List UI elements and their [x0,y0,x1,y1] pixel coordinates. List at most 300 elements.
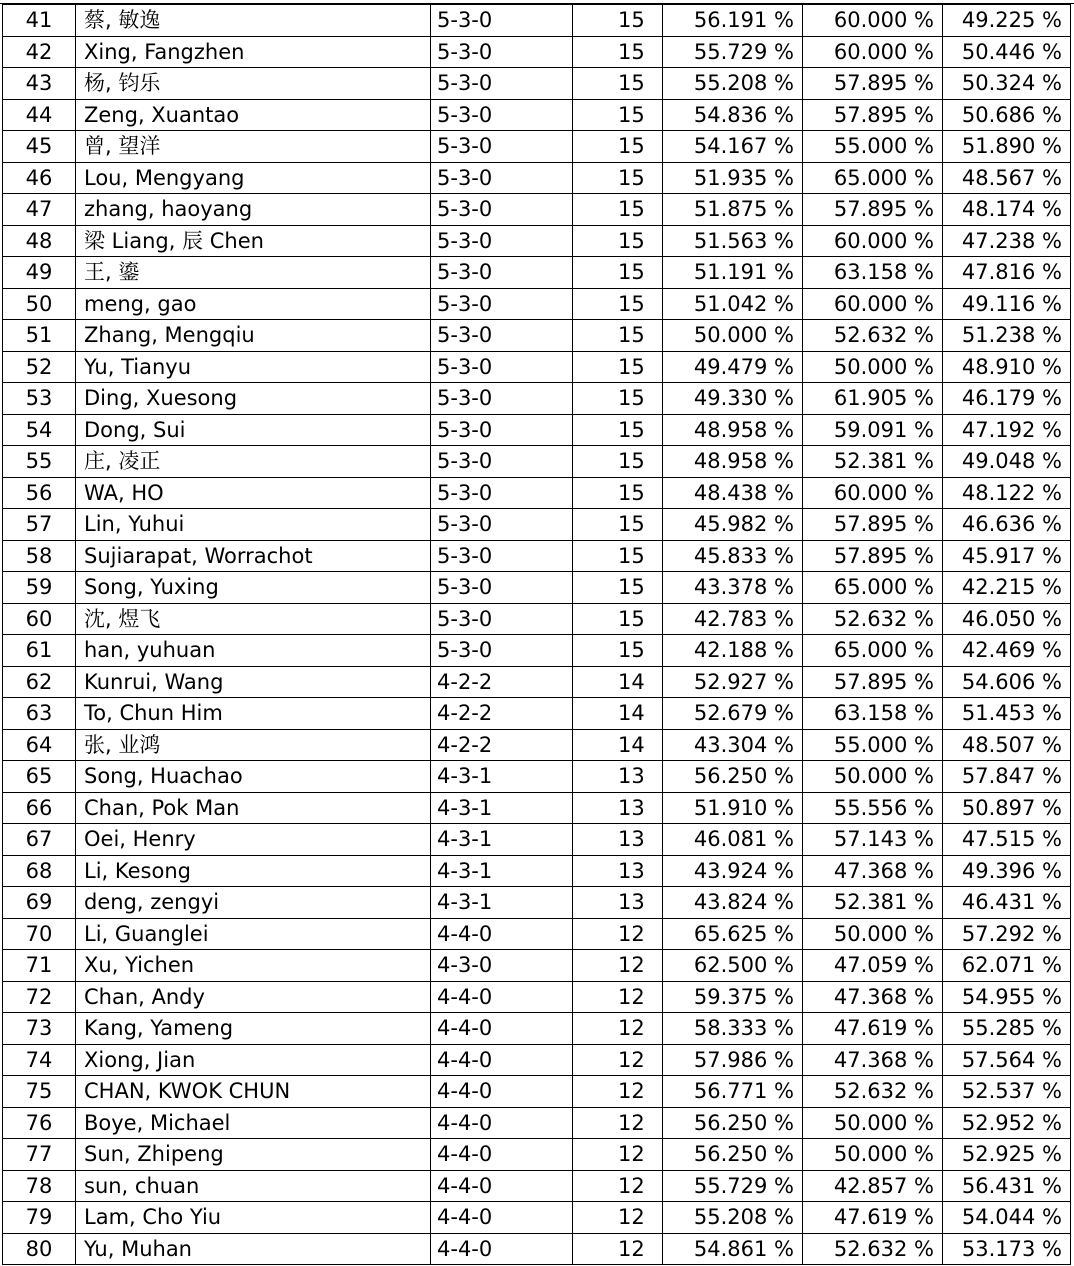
percentage-3-cell: 52.952 % [943,1107,1071,1139]
points-cell: 13 [573,792,663,824]
percentage-2-cell: 57.895 % [803,666,943,698]
table-row [3,1202,1071,1234]
player-name-cell: Xing, Fangzhen [76,36,431,68]
percentage-1-cell: 49.479 % [663,351,803,383]
percentage-3-cell: 48.507 % [943,729,1071,761]
player-name-cell: 王, 鎏 [76,257,431,289]
rank-cell: 44 [3,99,76,131]
percentage-2-cell: 63.158 % [803,257,943,289]
percentage-1-cell: 52.679 % [663,698,803,730]
record-cell: 4-4-0 [431,1044,573,1076]
record-cell: 5-3-0 [431,36,573,68]
table-row [3,824,1071,856]
rank-cell: 71 [3,950,76,982]
percentage-3-cell: 50.446 % [943,36,1071,68]
record-cell: 4-2-2 [431,698,573,730]
rank-cell: 47 [3,194,76,226]
player-name-cell: 杨, 钧乐 [76,68,431,100]
percentage-2-cell: 57.895 % [803,540,943,572]
player-name-cell: Chan, Andy [76,981,431,1013]
table-row [3,666,1071,698]
rank-cell: 72 [3,981,76,1013]
record-cell: 4-4-0 [431,1202,573,1234]
rank-cell: 41 [3,5,76,37]
rank-cell: 65 [3,761,76,793]
record-cell: 5-3-0 [431,288,573,320]
percentage-2-cell: 55.000 % [803,729,943,761]
rank-cell: 80 [3,1233,76,1265]
player-name-cell: Zhang, Mengqiu [76,320,431,352]
rank-cell: 66 [3,792,76,824]
percentage-3-cell: 51.890 % [943,131,1071,163]
percentage-2-cell: 63.158 % [803,698,943,730]
percentage-2-cell: 47.059 % [803,950,943,982]
table-row [3,918,1071,950]
percentage-2-cell: 50.000 % [803,1139,943,1171]
percentage-3-cell: 56.431 % [943,1170,1071,1202]
percentage-2-cell: 60.000 % [803,288,943,320]
percentage-2-cell: 50.000 % [803,918,943,950]
percentage-2-cell: 52.632 % [803,320,943,352]
percentage-3-cell: 52.925 % [943,1139,1071,1171]
record-cell: 4-2-2 [431,666,573,698]
rank-cell: 77 [3,1139,76,1171]
record-cell: 5-3-0 [431,131,573,163]
rank-cell: 76 [3,1107,76,1139]
points-cell: 15 [573,131,663,163]
table-row [3,1139,1071,1171]
percentage-3-cell: 55.285 % [943,1013,1071,1045]
percentage-3-cell: 49.396 % [943,855,1071,887]
table-row [3,1107,1071,1139]
player-name-cell: sun, chuan [76,1170,431,1202]
player-name-cell: 蔡, 敏逸 [76,5,431,37]
record-cell: 4-3-1 [431,792,573,824]
percentage-2-cell: 65.000 % [803,572,943,604]
record-cell: 5-3-0 [431,540,573,572]
points-cell: 15 [573,351,663,383]
percentage-2-cell: 59.091 % [803,414,943,446]
record-cell: 4-4-0 [431,1233,573,1265]
percentage-1-cell: 45.982 % [663,509,803,541]
points-cell: 13 [573,761,663,793]
points-cell: 14 [573,729,663,761]
record-cell: 4-4-0 [431,1170,573,1202]
percentage-1-cell: 56.771 % [663,1076,803,1108]
player-name-cell: Sujiarapat, Worrachot [76,540,431,572]
percentage-1-cell: 51.042 % [663,288,803,320]
percentage-1-cell: 43.924 % [663,855,803,887]
points-cell: 15 [573,68,663,100]
table-row [3,320,1071,352]
table-row [3,729,1071,761]
player-name-cell: Li, Guanglei [76,918,431,950]
player-name-cell: meng, gao [76,288,431,320]
points-cell: 15 [573,225,663,257]
percentage-3-cell: 54.606 % [943,666,1071,698]
player-name-cell: To, Chun Him [76,698,431,730]
rank-cell: 50 [3,288,76,320]
points-cell: 15 [573,477,663,509]
player-name-cell: Chan, Pok Man [76,792,431,824]
percentage-3-cell: 46.431 % [943,887,1071,919]
record-cell: 4-3-1 [431,761,573,793]
table-row [3,99,1071,131]
record-cell: 5-3-0 [431,383,573,415]
table-row [3,5,1071,37]
percentage-2-cell: 60.000 % [803,5,943,37]
points-cell: 15 [573,288,663,320]
table-row [3,477,1071,509]
table-row [3,351,1071,383]
points-cell: 15 [573,257,663,289]
record-cell: 5-3-0 [431,414,573,446]
percentage-2-cell: 65.000 % [803,162,943,194]
record-cell: 4-4-0 [431,1076,573,1108]
percentage-2-cell: 57.895 % [803,509,943,541]
percentage-3-cell: 42.469 % [943,635,1071,667]
percentage-3-cell: 54.955 % [943,981,1071,1013]
percentage-1-cell: 51.191 % [663,257,803,289]
percentage-3-cell: 47.238 % [943,225,1071,257]
record-cell: 5-3-0 [431,5,573,37]
record-cell: 5-3-0 [431,635,573,667]
record-cell: 4-4-0 [431,1013,573,1045]
player-name-cell: 曾, 望洋 [76,131,431,163]
percentage-1-cell: 45.833 % [663,540,803,572]
rank-cell: 69 [3,887,76,919]
table-row [3,981,1071,1013]
percentage-1-cell: 49.330 % [663,383,803,415]
percentage-2-cell: 52.381 % [803,887,943,919]
points-cell: 13 [573,887,663,919]
percentage-2-cell: 50.000 % [803,351,943,383]
player-name-cell: zhang, haoyang [76,194,431,226]
percentage-2-cell: 52.632 % [803,1233,943,1265]
percentage-3-cell: 47.192 % [943,414,1071,446]
player-name-cell: Lin, Yuhui [76,509,431,541]
player-name-cell: Xu, Yichen [76,950,431,982]
percentage-1-cell: 54.167 % [663,131,803,163]
record-cell: 5-3-0 [431,162,573,194]
record-cell: 4-3-1 [431,855,573,887]
table-row [3,1233,1071,1265]
player-name-cell: 梁 Liang, 辰 Chen [76,225,431,257]
table-row [3,194,1071,226]
table-row [3,603,1071,635]
points-cell: 15 [573,572,663,604]
player-name-cell: 张, 业鸿 [76,729,431,761]
player-name-cell: deng, zengyi [76,887,431,919]
percentage-3-cell: 57.564 % [943,1044,1071,1076]
standings-rows [3,5,1071,1265]
percentage-3-cell: 46.636 % [943,509,1071,541]
percentage-2-cell: 61.905 % [803,383,943,415]
percentage-1-cell: 43.378 % [663,572,803,604]
percentage-1-cell: 55.208 % [663,1202,803,1234]
percentage-3-cell: 42.215 % [943,572,1071,604]
percentage-1-cell: 42.783 % [663,603,803,635]
percentage-1-cell: 57.986 % [663,1044,803,1076]
points-cell: 12 [573,950,663,982]
percentage-3-cell: 47.816 % [943,257,1071,289]
percentage-3-cell: 50.324 % [943,68,1071,100]
record-cell: 5-3-0 [431,477,573,509]
rank-cell: 68 [3,855,76,887]
record-cell: 4-4-0 [431,1139,573,1171]
table-row [3,792,1071,824]
percentage-1-cell: 55.729 % [663,1170,803,1202]
points-cell: 15 [573,162,663,194]
record-cell: 4-3-0 [431,950,573,982]
player-name-cell: Li, Kesong [76,855,431,887]
percentage-1-cell: 65.625 % [663,918,803,950]
percentage-1-cell: 46.081 % [663,824,803,856]
rank-cell: 45 [3,131,76,163]
record-cell: 5-3-0 [431,572,573,604]
record-cell: 5-3-0 [431,194,573,226]
rank-cell: 42 [3,36,76,68]
record-cell: 4-4-0 [431,918,573,950]
rank-cell: 49 [3,257,76,289]
player-name-cell: Lou, Mengyang [76,162,431,194]
percentage-2-cell: 65.000 % [803,635,943,667]
rank-cell: 48 [3,225,76,257]
percentage-2-cell: 57.895 % [803,194,943,226]
rank-cell: 55 [3,446,76,478]
standings-table [2,4,1071,1265]
percentage-2-cell: 47.368 % [803,855,943,887]
percentage-2-cell: 47.368 % [803,1044,943,1076]
player-name-cell: Sun, Zhipeng [76,1139,431,1171]
percentage-2-cell: 60.000 % [803,225,943,257]
percentage-2-cell: 47.368 % [803,981,943,1013]
percentage-2-cell: 60.000 % [803,36,943,68]
points-cell: 12 [573,1107,663,1139]
rank-cell: 79 [3,1202,76,1234]
percentage-2-cell: 57.143 % [803,824,943,856]
points-cell: 12 [573,1233,663,1265]
player-name-cell: WA, HO [76,477,431,509]
table-row [3,383,1071,415]
record-cell: 4-4-0 [431,1107,573,1139]
table-row [3,131,1071,163]
player-name-cell: Song, Huachao [76,761,431,793]
percentage-3-cell: 48.122 % [943,477,1071,509]
player-name-cell: Boye, Michael [76,1107,431,1139]
percentage-3-cell: 46.179 % [943,383,1071,415]
rank-cell: 61 [3,635,76,667]
points-cell: 13 [573,824,663,856]
percentage-2-cell: 57.895 % [803,68,943,100]
percentage-1-cell: 52.927 % [663,666,803,698]
player-name-cell: han, yuhuan [76,635,431,667]
percentage-1-cell: 48.438 % [663,477,803,509]
percentage-1-cell: 48.958 % [663,414,803,446]
rank-cell: 67 [3,824,76,856]
rank-cell: 56 [3,477,76,509]
percentage-2-cell: 47.619 % [803,1202,943,1234]
table-row [3,68,1071,100]
percentage-2-cell: 55.000 % [803,131,943,163]
rank-cell: 74 [3,1044,76,1076]
record-cell: 4-4-0 [431,981,573,1013]
table-row [3,225,1071,257]
percentage-1-cell: 56.250 % [663,1139,803,1171]
percentage-3-cell: 48.910 % [943,351,1071,383]
rank-cell: 73 [3,1013,76,1045]
player-name-cell: Xiong, Jian [76,1044,431,1076]
percentage-2-cell: 42.857 % [803,1170,943,1202]
table-row [3,1076,1071,1108]
record-cell: 5-3-0 [431,446,573,478]
percentage-1-cell: 54.861 % [663,1233,803,1265]
percentage-3-cell: 50.686 % [943,99,1071,131]
table-row [3,950,1071,982]
percentage-2-cell: 50.000 % [803,1107,943,1139]
record-cell: 5-3-0 [431,509,573,541]
player-name-cell: Yu, Tianyu [76,351,431,383]
percentage-1-cell: 43.824 % [663,887,803,919]
percentage-3-cell: 45.917 % [943,540,1071,572]
rank-cell: 78 [3,1170,76,1202]
player-name-cell: 庄, 凌正 [76,446,431,478]
table-row [3,509,1071,541]
points-cell: 15 [573,36,663,68]
table-row [3,887,1071,919]
points-cell: 14 [573,698,663,730]
player-name-cell: Oei, Henry [76,824,431,856]
table-row [3,698,1071,730]
points-cell: 12 [573,918,663,950]
percentage-3-cell: 50.897 % [943,792,1071,824]
table-row [3,257,1071,289]
table-row [3,36,1071,68]
percentage-3-cell: 57.292 % [943,918,1071,950]
percentage-1-cell: 50.000 % [663,320,803,352]
percentage-2-cell: 60.000 % [803,477,943,509]
player-name-cell: 沈, 煜飞 [76,603,431,635]
record-cell: 5-3-0 [431,257,573,289]
percentage-2-cell: 50.000 % [803,761,943,793]
percentage-3-cell: 62.071 % [943,950,1071,982]
rank-cell: 70 [3,918,76,950]
points-cell: 12 [573,981,663,1013]
table-row [3,635,1071,667]
record-cell: 5-3-0 [431,99,573,131]
rank-cell: 60 [3,603,76,635]
points-cell: 15 [573,5,663,37]
rank-cell: 63 [3,698,76,730]
record-cell: 5-3-0 [431,351,573,383]
points-cell: 12 [573,1139,663,1171]
percentage-1-cell: 58.333 % [663,1013,803,1045]
percentage-3-cell: 48.174 % [943,194,1071,226]
points-cell: 15 [573,414,663,446]
percentage-1-cell: 56.250 % [663,1107,803,1139]
points-cell: 15 [573,509,663,541]
percentage-3-cell: 49.225 % [943,5,1071,37]
percentage-3-cell: 48.567 % [943,162,1071,194]
percentage-1-cell: 51.910 % [663,792,803,824]
percentage-1-cell: 59.375 % [663,981,803,1013]
percentage-3-cell: 47.515 % [943,824,1071,856]
rank-cell: 51 [3,320,76,352]
player-name-cell: Kunrui, Wang [76,666,431,698]
record-cell: 5-3-0 [431,68,573,100]
percentage-3-cell: 52.537 % [943,1076,1071,1108]
percentage-1-cell: 56.250 % [663,761,803,793]
record-cell: 4-3-1 [431,824,573,856]
player-name-cell: Ding, Xuesong [76,383,431,415]
points-cell: 15 [573,383,663,415]
table-row [3,414,1071,446]
rank-cell: 52 [3,351,76,383]
player-name-cell: Song, Yuxing [76,572,431,604]
points-cell: 15 [573,194,663,226]
percentage-1-cell: 56.191 % [663,5,803,37]
percentage-3-cell: 49.116 % [943,288,1071,320]
player-name-cell: Kang, Yameng [76,1013,431,1045]
points-cell: 15 [573,540,663,572]
percentage-1-cell: 42.188 % [663,635,803,667]
points-cell: 12 [573,1202,663,1234]
percentage-1-cell: 55.729 % [663,36,803,68]
percentage-1-cell: 55.208 % [663,68,803,100]
percentage-2-cell: 57.895 % [803,99,943,131]
rank-cell: 43 [3,68,76,100]
rank-cell: 59 [3,572,76,604]
percentage-3-cell: 54.044 % [943,1202,1071,1234]
percentage-3-cell: 57.847 % [943,761,1071,793]
table-row [3,1044,1071,1076]
record-cell: 5-3-0 [431,603,573,635]
record-cell: 5-3-0 [431,320,573,352]
percentage-1-cell: 54.836 % [663,99,803,131]
percentage-1-cell: 48.958 % [663,446,803,478]
percentage-3-cell: 51.238 % [943,320,1071,352]
percentage-2-cell: 52.632 % [803,1076,943,1108]
points-cell: 15 [573,99,663,131]
player-name-cell: Lam, Cho Yiu [76,1202,431,1234]
points-cell: 15 [573,635,663,667]
percentage-3-cell: 51.453 % [943,698,1071,730]
points-cell: 15 [573,320,663,352]
table-row [3,540,1071,572]
record-cell: 4-2-2 [431,729,573,761]
rank-cell: 62 [3,666,76,698]
table-row [3,1170,1071,1202]
points-cell: 14 [573,666,663,698]
percentage-2-cell: 47.619 % [803,1013,943,1045]
rank-cell: 58 [3,540,76,572]
percentage-2-cell: 55.556 % [803,792,943,824]
table-row [3,446,1071,478]
table-row [3,855,1071,887]
points-cell: 15 [573,446,663,478]
table-row [3,761,1071,793]
points-cell: 12 [573,1013,663,1045]
player-name-cell: CHAN, KWOK CHUN [76,1076,431,1108]
record-cell: 4-3-1 [431,887,573,919]
percentage-2-cell: 52.632 % [803,603,943,635]
percentage-1-cell: 51.935 % [663,162,803,194]
rank-cell: 54 [3,414,76,446]
percentage-3-cell: 46.050 % [943,603,1071,635]
points-cell: 12 [573,1044,663,1076]
table-row [3,288,1071,320]
points-cell: 12 [573,1170,663,1202]
